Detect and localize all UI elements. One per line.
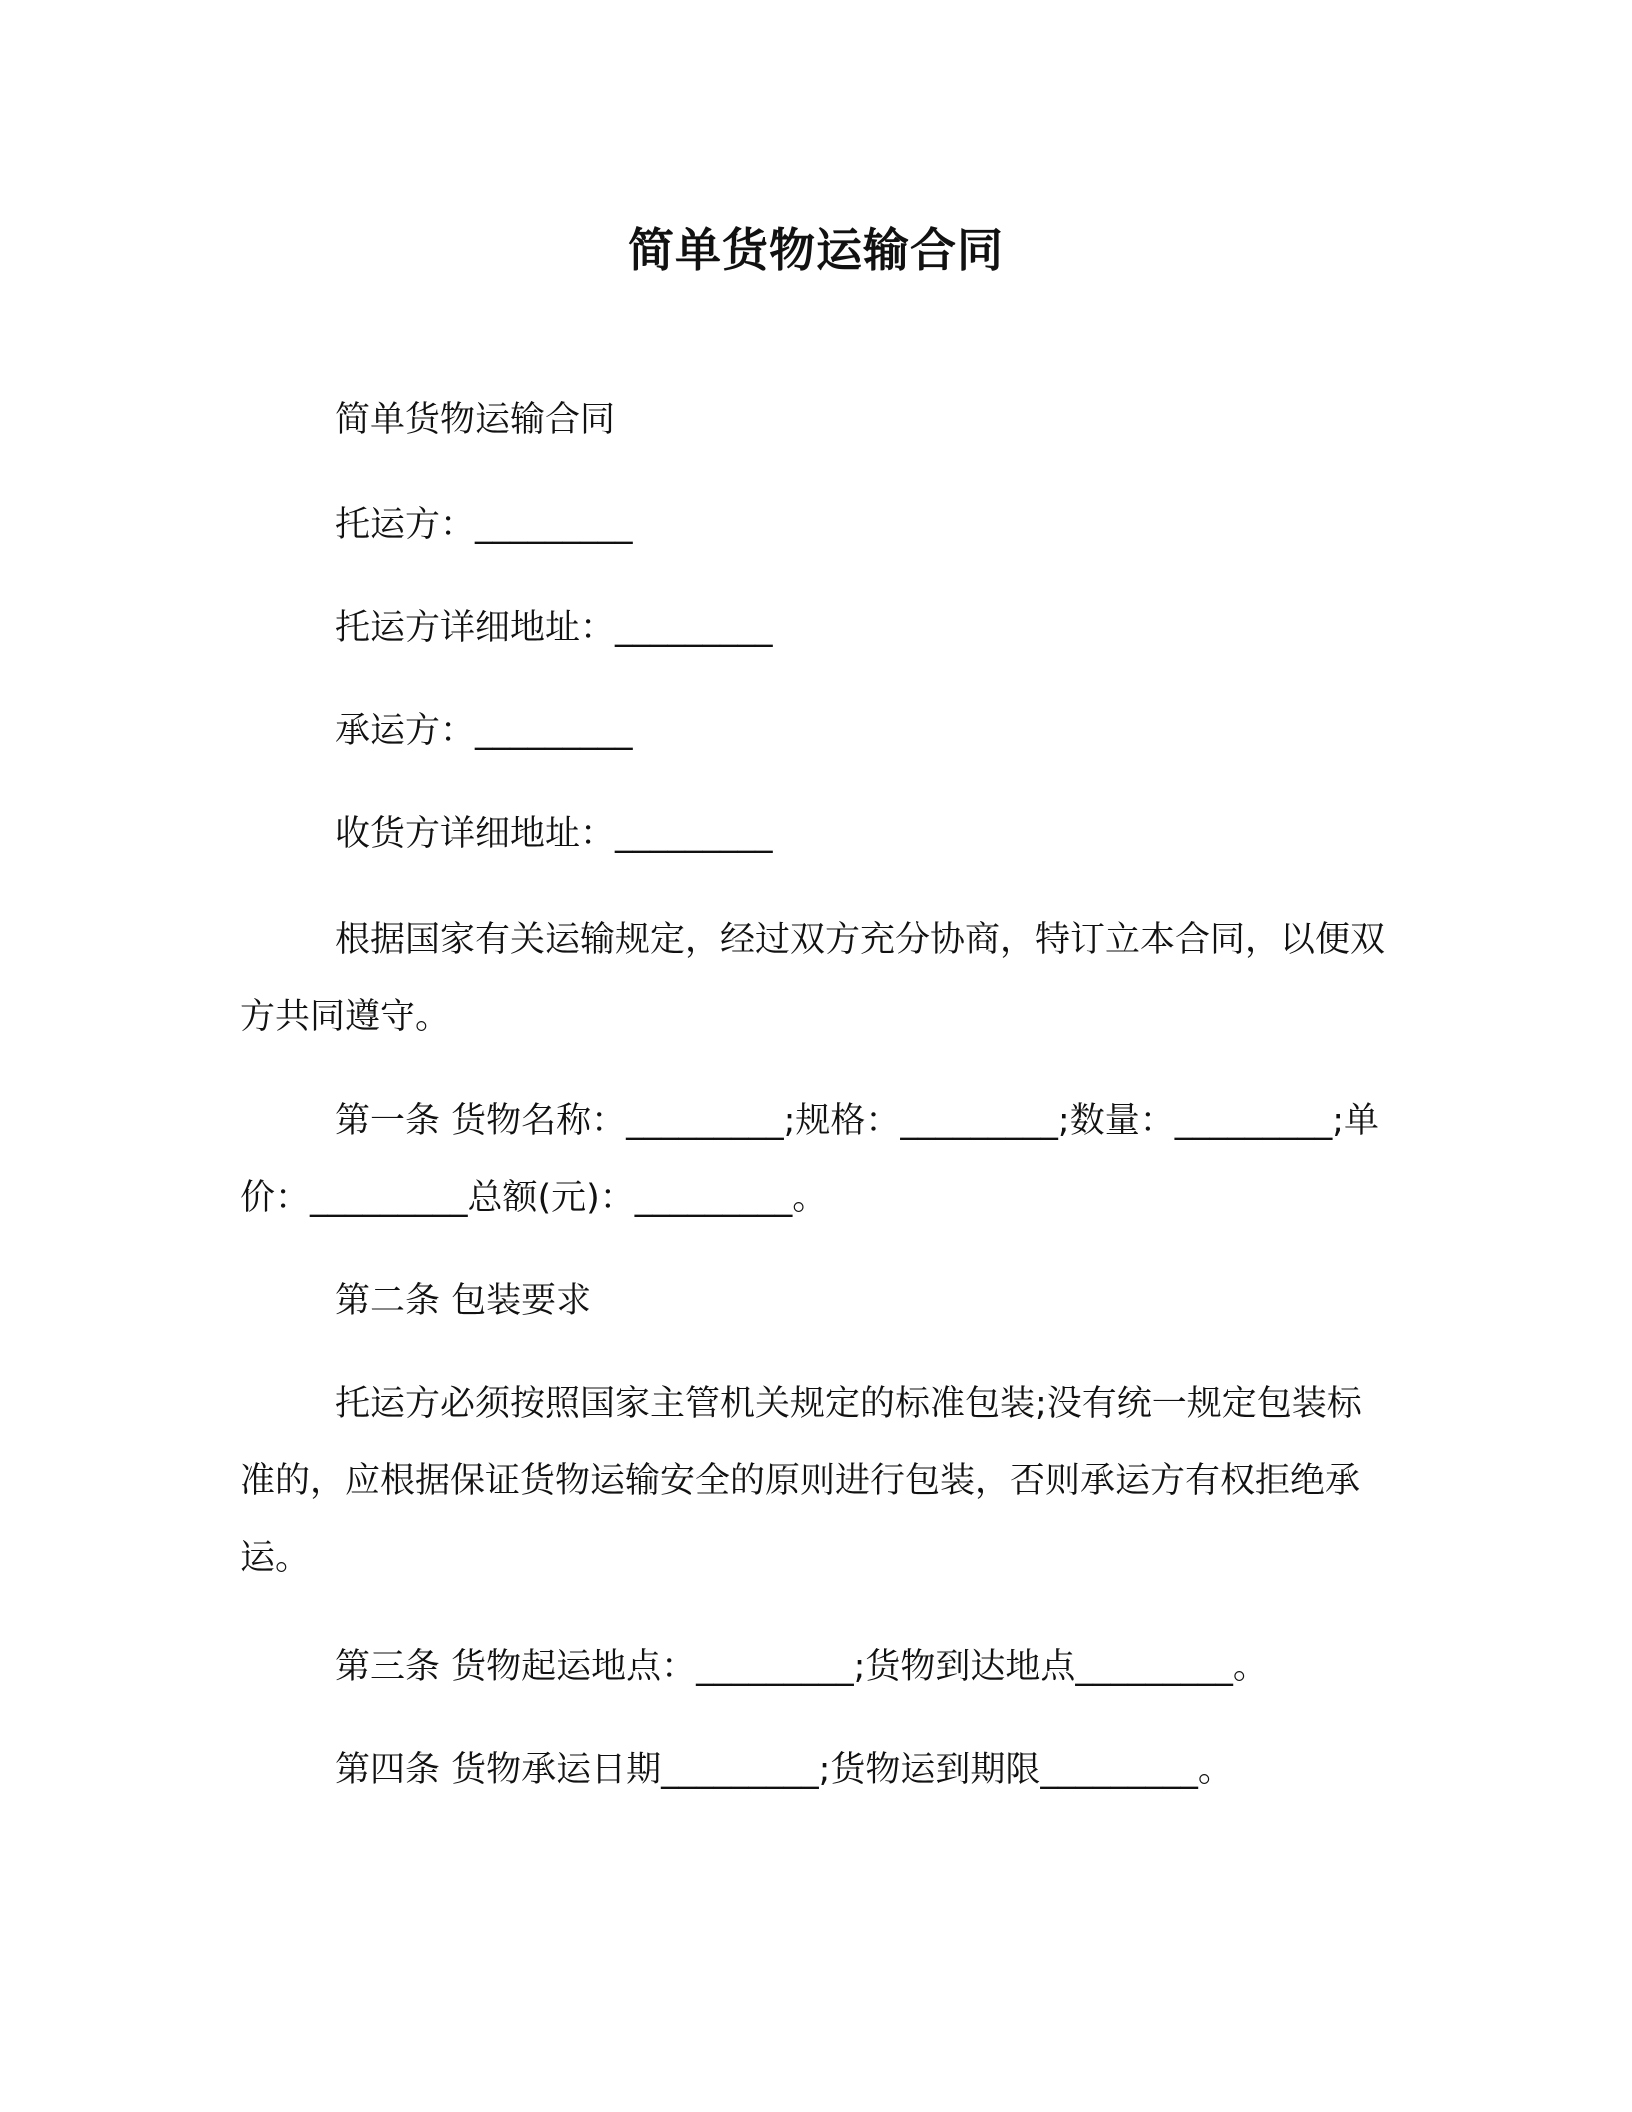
document-title: 简单货物运输合同 <box>628 223 1004 277</box>
article-1: 第一条 货物名称：_________;规格：_________;数量：_________;单价：_________总额(元)：_________。 <box>240 1101 1380 1218</box>
field-shipper: 托运方：_________ <box>335 505 633 545</box>
article-3: 第三条 货物起运地点：_________;货物到达地点_________。 <box>335 1647 1268 1687</box>
document-subtitle: 简单货物运输合同 <box>335 400 616 440</box>
article-2-body: 托运方必须按照国家主管机关规定的标准包装;没有统一规定包装标准的，应根据保证货物运输安全的原则进行包装，否则承运方有权拒绝承运。 <box>240 1384 1362 1578</box>
field-carrier: 承运方：_________ <box>335 711 633 751</box>
field-consignee-address: 收货方详细地址：_________ <box>335 814 773 854</box>
preamble-paragraph: 根据国家有关运输规定，经过双方充分协商，特订立本合同，以便双方共同遵守。 <box>240 920 1386 1037</box>
article-2-heading: 第二条 包装要求 <box>335 1281 592 1321</box>
field-shipper-address: 托运方详细地址：_________ <box>335 608 773 648</box>
article-4: 第四条 货物承运日期_________;货物运到期限_________。 <box>335 1750 1233 1790</box>
